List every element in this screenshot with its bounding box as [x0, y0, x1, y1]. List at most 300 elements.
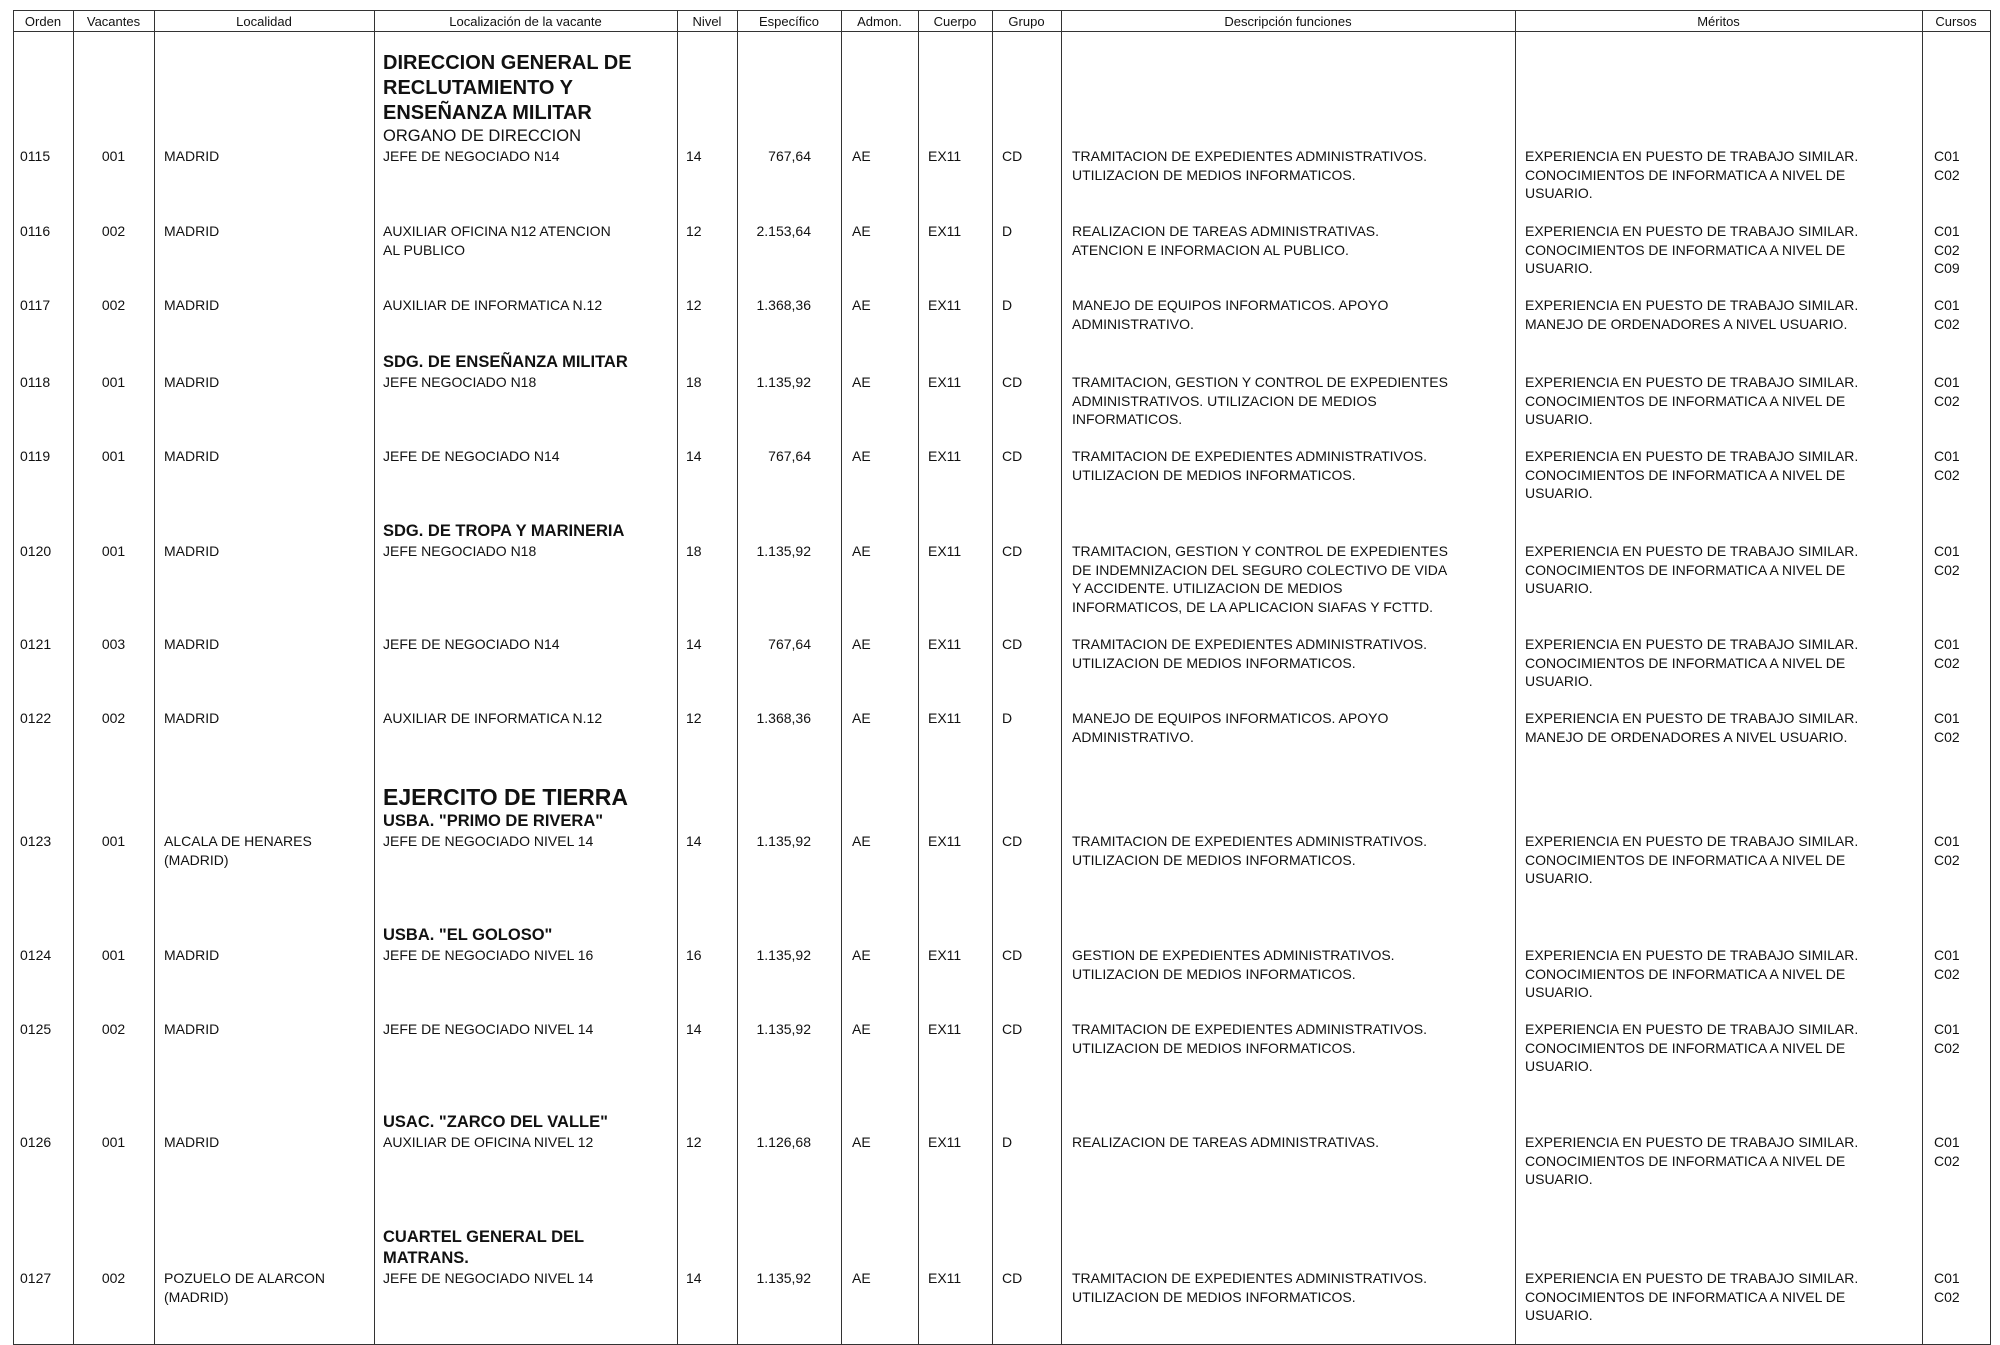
header-meritos: Méritos	[1697, 14, 1740, 29]
especifico-text: 767,64	[768, 636, 811, 652]
meritos-text: EXPERIENCIA EN PUESTO DE TRABAJO SIMILAR. CONOCIMIENTOS DE INFORMATICA A NIVEL DE USUARIO.	[1525, 1021, 1859, 1075]
cell-cursos	[1934, 1020, 1960, 1057]
cell-cuerpo	[928, 296, 961, 315]
section-headings	[383, 1227, 668, 1269]
cuerpo-text: EX11	[928, 448, 962, 464]
orden-text: 0115	[20, 148, 51, 164]
cursos-text: C01 C02	[1934, 374, 1960, 409]
cell-cursos	[1934, 373, 1960, 410]
grupo-text: CD	[1002, 833, 1023, 849]
especifico-text: 1.368,36	[756, 297, 811, 313]
cell-nivel	[686, 635, 702, 654]
cell-grupo	[1002, 222, 1012, 241]
vacantes-text: 001	[101, 148, 126, 164]
cell-cuerpo	[928, 1020, 961, 1039]
cell-descripcion	[1072, 147, 1427, 184]
section-headings	[383, 521, 668, 542]
cell-especifico	[737, 832, 811, 851]
cell-especifico	[737, 946, 811, 965]
nivel-text: 14	[686, 148, 702, 164]
cell-orden	[20, 1269, 51, 1288]
cell-admon	[852, 447, 871, 466]
header-localizacion: Localización de la vacante	[449, 14, 602, 29]
puesto-text: AUXILIAR DE INFORMATICA N.12	[383, 297, 603, 313]
localidad-text: MADRID	[164, 448, 220, 464]
descripcion-text: TRAMITACION DE EXPEDIENTES ADMINISTRATIVOS. UTILIZACION DE MEDIOS INFORMATICOS.	[1072, 636, 1427, 671]
nivel-text: 14	[686, 636, 702, 652]
header-especifico: Específico	[759, 14, 819, 29]
section-heading: CUARTEL GENERAL DEL MATRANS.	[383, 1228, 585, 1267]
vacantes-text: 002	[101, 223, 126, 239]
especifico-text: 1.135,92	[756, 833, 811, 849]
cell-puesto	[383, 635, 560, 654]
cell-grupo	[1002, 946, 1022, 965]
cell-grupo	[1002, 147, 1022, 166]
localidad-text: MADRID	[164, 947, 220, 963]
meritos-text: EXPERIENCIA EN PUESTO DE TRABAJO SIMILAR. CONOCIMIENTOS DE INFORMATICA A NIVEL DE USUARIO.	[1525, 448, 1859, 502]
cell-localidad	[164, 222, 219, 241]
meritos-text: EXPERIENCIA EN PUESTO DE TRABAJO SIMILAR. CONOCIMIENTOS DE INFORMATICA A NIVEL DE USUARIO.	[1525, 223, 1859, 277]
column-divider	[677, 10, 678, 1345]
cuerpo-text: EX11	[928, 1134, 962, 1150]
cuerpo-text: EX11	[928, 947, 962, 963]
especifico-text: 2.153,64	[756, 223, 811, 239]
especifico-text: 1.368,36	[756, 710, 811, 726]
cell-orden	[20, 635, 51, 654]
cell-puesto	[383, 926, 594, 965]
cell-cuerpo	[928, 946, 961, 965]
cell-localidad	[164, 447, 219, 466]
column-divider	[154, 10, 155, 1345]
cursos-text: C01 C02	[1934, 636, 1960, 671]
cell-meritos	[1525, 832, 1858, 888]
cell-meritos	[1525, 542, 1858, 598]
cell-descripcion	[1072, 832, 1427, 869]
cell-orden	[20, 447, 50, 466]
cell-cuerpo	[928, 832, 961, 851]
puesto-text: AUXILIAR OFICINA N12 ATENCION AL PUBLICO	[383, 223, 611, 258]
section-headings	[383, 352, 668, 373]
puesto-text: JEFE DE NEGOCIADO N14	[383, 448, 560, 464]
descripcion-text: TRAMITACION DE EXPEDIENTES ADMINISTRATIVOS. UTILIZACION DE MEDIOS INFORMATICOS.	[1072, 1270, 1427, 1305]
header-descripcion: Descripción funciones	[1224, 14, 1352, 29]
orden-text: 0125	[20, 1021, 52, 1037]
nivel-text: 14	[686, 833, 702, 849]
cell-vacantes	[73, 1133, 154, 1152]
column-divider	[918, 10, 919, 1345]
cell-puesto	[383, 522, 625, 561]
descripcion-text: GESTION DE EXPEDIENTES ADMINISTRATIVOS. UTILIZACION DE MEDIOS INFORMATICOS.	[1072, 947, 1395, 982]
cuerpo-text: EX11	[928, 833, 962, 849]
cell-localidad	[164, 832, 312, 869]
grupo-text: CD	[1002, 374, 1023, 390]
cell-especifico	[737, 373, 811, 392]
cell-nivel	[686, 147, 702, 166]
cell-meritos	[1525, 222, 1858, 278]
grupo-text: D	[1002, 223, 1013, 239]
puesto-text: JEFE DE NEGOCIADO NIVEL 14	[383, 1270, 594, 1286]
cell-admon	[852, 542, 871, 561]
cursos-text: C01 C02	[1934, 1134, 1960, 1169]
grupo-text: D	[1002, 710, 1013, 726]
orden-text: 0119	[20, 448, 51, 464]
cursos-text: C01 C02	[1934, 148, 1960, 183]
especifico-text: 1.135,92	[756, 1270, 811, 1286]
admon-text: AE	[852, 947, 871, 963]
cell-vacantes	[73, 222, 154, 241]
meritos-text: EXPERIENCIA EN PUESTO DE TRABAJO SIMILAR. CONOCIMIENTOS DE INFORMATICA A NIVEL DE USUARIO.	[1525, 1270, 1859, 1324]
meritos-text: EXPERIENCIA EN PUESTO DE TRABAJO SIMILAR. CONOCIMIENTOS DE INFORMATICA A NIVEL DE USUARIO.	[1525, 148, 1859, 202]
cell-meritos	[1525, 373, 1858, 429]
cursos-text: C01 C02	[1934, 1270, 1960, 1305]
cell-grupo	[1002, 635, 1022, 654]
cell-grupo	[1002, 1020, 1022, 1039]
cursos-text: C01 C02 C09	[1934, 223, 1960, 277]
vacantes-text: 003	[101, 636, 126, 652]
vacantes-text: 001	[101, 947, 126, 963]
section-headings	[383, 784, 668, 832]
nivel-text: 12	[686, 1134, 702, 1150]
cell-meritos	[1525, 946, 1858, 1002]
cell-nivel	[686, 1133, 702, 1152]
section-headings	[383, 925, 668, 946]
cell-grupo	[1002, 1269, 1022, 1288]
cell-cursos	[1934, 147, 1960, 184]
cell-grupo	[1002, 373, 1022, 392]
cell-cuerpo	[928, 709, 961, 728]
cell-nivel	[686, 542, 702, 561]
cell-orden	[20, 222, 50, 241]
descripcion-text: TRAMITACION DE EXPEDIENTES ADMINISTRATIVOS. UTILIZACION DE MEDIOS INFORMATICOS.	[1072, 148, 1427, 183]
header-bottom-border	[13, 31, 1990, 32]
cell-especifico	[737, 296, 811, 315]
orden-text: 0127	[20, 1270, 52, 1286]
descripcion-text: REALIZACION DE TAREAS ADMINISTRATIVAS.	[1072, 1134, 1380, 1150]
cursos-text: C01 C02	[1934, 947, 1960, 982]
descripcion-text: TRAMITACION DE EXPEDIENTES ADMINISTRATIVOS. UTILIZACION DE MEDIOS INFORMATICOS.	[1072, 833, 1427, 868]
cursos-text: C01 C02	[1934, 448, 1960, 483]
cell-grupo	[1002, 542, 1022, 561]
admon-text: AE	[852, 636, 871, 652]
column-divider	[841, 10, 842, 1345]
column-divider	[1515, 10, 1516, 1345]
cell-vacantes	[73, 373, 154, 392]
section-headings	[383, 1112, 668, 1133]
cell-grupo	[1002, 832, 1022, 851]
cell-vacantes	[73, 1269, 154, 1288]
vacantes-text: 002	[101, 1270, 126, 1286]
cell-puesto	[383, 52, 632, 166]
cuerpo-text: EX11	[928, 148, 962, 164]
admon-text: AE	[852, 1270, 871, 1286]
cell-vacantes	[73, 296, 154, 315]
cell-especifico	[737, 1133, 811, 1152]
cell-admon	[852, 946, 871, 965]
cell-orden	[20, 832, 51, 851]
orden-text: 0118	[20, 374, 51, 390]
admon-text: AE	[852, 223, 871, 239]
cursos-text: C01 C02	[1934, 833, 1960, 868]
cell-descripcion	[1072, 1133, 1379, 1152]
cell-cursos	[1934, 447, 1960, 484]
cell-vacantes	[73, 147, 154, 166]
cursos-text: C01 C02	[1934, 710, 1960, 745]
cell-admon	[852, 832, 871, 851]
meritos-text: EXPERIENCIA EN PUESTO DE TRABAJO SIMILAR. MANEJO DE ORDENADORES A NIVEL USUARIO.	[1525, 297, 1859, 332]
cuerpo-text: EX11	[928, 1021, 962, 1037]
cell-cursos	[1934, 635, 1960, 672]
puesto-text: JEFE DE NEGOCIADO N14	[383, 148, 560, 164]
vacantes-text: 001	[101, 833, 126, 849]
puesto-text: AUXILIAR DE INFORMATICA N.12	[383, 710, 603, 726]
puesto-text: JEFE DE NEGOCIADO NIVEL 14	[383, 1021, 594, 1037]
vacantes-text: 002	[101, 710, 126, 726]
grupo-text: CD	[1002, 947, 1023, 963]
cell-puesto	[383, 296, 602, 315]
cell-cuerpo	[928, 222, 961, 241]
cell-cursos	[1934, 832, 1960, 869]
vacantes-text: 001	[101, 543, 126, 559]
cell-vacantes	[73, 1020, 154, 1039]
column-divider	[13, 10, 14, 1345]
cell-puesto	[383, 784, 628, 851]
cell-cursos	[1934, 296, 1960, 333]
cell-descripcion	[1072, 296, 1388, 333]
localidad-text: MADRID	[164, 1134, 220, 1150]
grupo-text: CD	[1002, 1021, 1023, 1037]
cell-descripcion	[1072, 946, 1395, 983]
puesto-text: JEFE DE NEGOCIADO NIVEL 14	[383, 833, 594, 849]
cell-nivel	[686, 832, 702, 851]
cell-cuerpo	[928, 635, 961, 654]
vacantes-text: 001	[101, 448, 126, 464]
meritos-text: EXPERIENCIA EN PUESTO DE TRABAJO SIMILAR. CONOCIMIENTOS DE INFORMATICA A NIVEL DE USUARIO.	[1525, 543, 1859, 597]
descripcion-text: REALIZACION DE TAREAS ADMINISTRATIVAS. ATENCION E INFORMACION AL PUBLICO.	[1072, 223, 1380, 258]
grupo-text: CD	[1002, 448, 1023, 464]
cell-descripcion	[1072, 1020, 1427, 1057]
descripcion-text: MANEJO DE EQUIPOS INFORMATICOS. APOYO ADMINISTRATIVO.	[1072, 297, 1389, 332]
cell-nivel	[686, 373, 702, 392]
puesto-text: JEFE DE NEGOCIADO N14	[383, 636, 560, 652]
cuerpo-text: EX11	[928, 710, 962, 726]
cell-admon	[852, 147, 871, 166]
cell-descripcion	[1072, 709, 1388, 746]
cuerpo-text: EX11	[928, 297, 962, 313]
cell-vacantes	[73, 447, 154, 466]
cell-orden	[20, 373, 50, 392]
localidad-text: MADRID	[164, 374, 220, 390]
cell-puesto	[383, 1113, 608, 1152]
especifico-text: 1.135,92	[756, 543, 811, 559]
cell-descripcion	[1072, 447, 1427, 484]
header-cuerpo: Cuerpo	[933, 14, 977, 29]
header-localidad: Localidad	[236, 14, 292, 29]
cell-puesto	[383, 709, 602, 728]
cell-grupo	[1002, 1133, 1012, 1152]
cell-descripcion	[1072, 373, 1448, 429]
localidad-text: MADRID	[164, 297, 220, 313]
cell-meritos	[1525, 635, 1858, 691]
cell-cursos	[1934, 1269, 1960, 1306]
vacantes-text: 001	[101, 374, 126, 390]
cell-nivel	[686, 709, 702, 728]
nivel-text: 18	[686, 374, 702, 390]
orden-text: 0116	[20, 223, 51, 239]
cuerpo-text: EX11	[928, 374, 962, 390]
cell-puesto	[383, 447, 560, 466]
puesto-text: AUXILIAR DE OFICINA NIVEL 12	[383, 1134, 594, 1150]
cell-nivel	[686, 222, 702, 241]
column-divider	[1922, 10, 1923, 1345]
nivel-text: 16	[686, 947, 702, 963]
cell-descripcion	[1072, 542, 1448, 616]
cell-orden	[20, 296, 50, 315]
column-divider	[992, 10, 993, 1345]
localidad-text: ALCALA DE HENARES (MADRID)	[164, 833, 312, 868]
descripcion-text: TRAMITACION DE EXPEDIENTES ADMINISTRATIVOS. UTILIZACION DE MEDIOS INFORMATICOS.	[1072, 1021, 1427, 1056]
especifico-text: 1.126,68	[756, 1134, 811, 1150]
cell-meritos	[1525, 147, 1858, 203]
cell-cuerpo	[928, 373, 961, 392]
localidad-text: MADRID	[164, 1021, 220, 1037]
cell-admon	[852, 296, 871, 315]
cell-especifico	[737, 709, 811, 728]
cell-meritos	[1525, 1020, 1858, 1076]
cell-localidad	[164, 1020, 219, 1039]
cell-cuerpo	[928, 1269, 961, 1288]
orden-text: 0120	[20, 543, 52, 559]
header-cursos: Cursos	[1935, 14, 1977, 29]
cell-puesto	[383, 1228, 594, 1288]
cuerpo-text: EX11	[928, 1270, 962, 1286]
nivel-text: 12	[686, 223, 702, 239]
cell-localidad	[164, 635, 219, 654]
section-heading: ORGANO DE DIRECCION	[383, 127, 582, 145]
puesto-text: JEFE NEGOCIADO N18	[383, 543, 537, 559]
vacantes-text: 001	[101, 1134, 126, 1150]
cell-orden	[20, 946, 51, 965]
cell-meritos	[1525, 447, 1858, 503]
section-heading: EJERCITO DE TIERRA	[383, 784, 628, 810]
column-divider	[1990, 10, 1991, 1345]
section-heading: SDG. DE ENSEÑANZA MILITAR	[383, 353, 628, 371]
cell-orden	[20, 542, 51, 561]
meritos-text: EXPERIENCIA EN PUESTO DE TRABAJO SIMILAR. CONOCIMIENTOS DE INFORMATICA A NIVEL DE USUARIO.	[1525, 833, 1859, 887]
nivel-text: 18	[686, 543, 702, 559]
localidad-text: MADRID	[164, 148, 220, 164]
cursos-text: C01 C02	[1934, 1021, 1960, 1056]
cell-localidad	[164, 1269, 325, 1306]
especifico-text: 767,64	[768, 448, 811, 464]
cell-cuerpo	[928, 447, 961, 466]
nivel-text: 12	[686, 297, 702, 313]
cuerpo-text: EX11	[928, 223, 962, 239]
grupo-text: D	[1002, 1134, 1013, 1150]
cell-admon	[852, 1269, 871, 1288]
cell-cursos	[1934, 946, 1960, 983]
section-heading: USAC. "ZARCO DEL VALLE"	[383, 1113, 608, 1131]
cell-especifico	[737, 1020, 811, 1039]
cell-meritos	[1525, 296, 1858, 333]
section-heading: SDG. DE TROPA Y MARINERIA	[383, 522, 625, 540]
cell-cursos	[1934, 709, 1960, 746]
cell-localidad	[164, 296, 219, 315]
section-heading: DIRECCION GENERAL DE RECLUTAMIENTO Y ENSEÑANZA MILITAR	[383, 52, 632, 124]
cell-admon	[852, 373, 871, 392]
meritos-text: EXPERIENCIA EN PUESTO DE TRABAJO SIMILAR. CONOCIMIENTOS DE INFORMATICA A NIVEL DE USUARIO.	[1525, 636, 1859, 690]
meritos-text: EXPERIENCIA EN PUESTO DE TRABAJO SIMILAR. CONOCIMIENTOS DE INFORMATICA A NIVEL DE USUARIO.	[1525, 374, 1859, 428]
cell-cursos	[1934, 542, 1960, 579]
cell-orden	[20, 147, 50, 166]
cell-cuerpo	[928, 1133, 961, 1152]
cell-vacantes	[73, 542, 154, 561]
cell-especifico	[737, 447, 811, 466]
nivel-text: 12	[686, 710, 702, 726]
header-admon: Admon.	[857, 14, 902, 29]
section-heading: USBA. "EL GOLOSO"	[383, 926, 553, 944]
admon-text: AE	[852, 1134, 871, 1150]
orden-text: 0117	[20, 297, 51, 313]
cell-cuerpo	[928, 147, 961, 166]
table-top-border	[13, 10, 1990, 11]
meritos-text: EXPERIENCIA EN PUESTO DE TRABAJO SIMILAR. CONOCIMIENTOS DE INFORMATICA A NIVEL DE USUARIO.	[1525, 947, 1859, 1001]
orden-text: 0121	[20, 636, 52, 652]
cell-admon	[852, 1020, 871, 1039]
grupo-text: D	[1002, 297, 1013, 313]
admon-text: AE	[852, 543, 871, 559]
cell-puesto	[383, 222, 611, 259]
puesto-text: JEFE DE NEGOCIADO NIVEL 16	[383, 947, 594, 963]
cell-meritos	[1525, 1133, 1858, 1189]
meritos-text: EXPERIENCIA EN PUESTO DE TRABAJO SIMILAR. MANEJO DE ORDENADORES A NIVEL USUARIO.	[1525, 710, 1859, 745]
cuerpo-text: EX11	[928, 543, 962, 559]
cell-cursos	[1934, 1133, 1960, 1170]
cell-especifico	[737, 1269, 811, 1288]
cell-localidad	[164, 1133, 219, 1152]
nivel-text: 14	[686, 1270, 702, 1286]
cell-especifico	[737, 542, 811, 561]
cell-descripcion	[1072, 635, 1427, 672]
admon-text: AE	[852, 833, 871, 849]
cell-localidad	[164, 373, 219, 392]
cell-meritos	[1525, 709, 1858, 746]
header-nivel: Nivel	[692, 14, 722, 29]
especifico-text: 767,64	[768, 148, 811, 164]
cell-vacantes	[73, 635, 154, 654]
orden-text: 0124	[20, 947, 52, 963]
cell-nivel	[686, 296, 702, 315]
cell-descripcion	[1072, 1269, 1427, 1306]
cell-puesto	[383, 353, 628, 392]
cell-especifico	[737, 222, 811, 241]
section-heading: USBA. "PRIMO DE RIVERA"	[383, 812, 604, 830]
nivel-text: 14	[686, 1021, 702, 1037]
cell-nivel	[686, 1269, 702, 1288]
admon-text: AE	[852, 1021, 871, 1037]
especifico-text: 1.135,92	[756, 374, 811, 390]
cell-descripcion	[1072, 222, 1379, 259]
admon-text: AE	[852, 148, 871, 164]
admon-text: AE	[852, 710, 871, 726]
nivel-text: 14	[686, 448, 702, 464]
cell-admon	[852, 1133, 871, 1152]
cell-orden	[20, 1133, 51, 1152]
header-grupo: Grupo	[1008, 14, 1045, 29]
orden-text: 0123	[20, 833, 52, 849]
descripcion-text: TRAMITACION DE EXPEDIENTES ADMINISTRATIVOS. UTILIZACION DE MEDIOS INFORMATICOS.	[1072, 448, 1427, 483]
cell-localidad	[164, 147, 219, 166]
column-divider	[374, 10, 375, 1345]
